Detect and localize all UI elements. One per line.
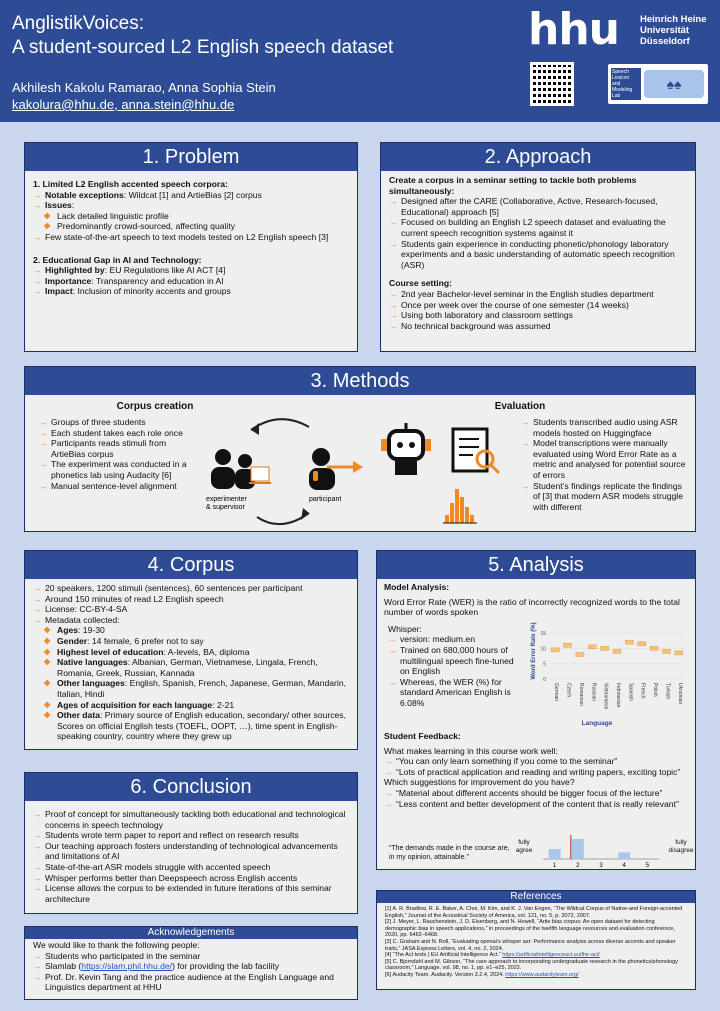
lab-emblem-icon: ♠♠ bbox=[644, 70, 704, 98]
arrow-right-icon bbox=[325, 459, 365, 475]
list-item: → Trained on 680,000 hours of multilingual speech fine-tuned on English bbox=[388, 645, 524, 677]
list-item: → Students wrote term paper to report and reflect on research results bbox=[33, 830, 349, 841]
emails: kakolura@hhu.de, anna.stein@hhu.de bbox=[12, 97, 235, 112]
list-item: → State-of-the-art ASR models struggle with accented speech bbox=[33, 862, 349, 873]
list-item: → 20 speakers, 1200 stimuli (sentences), 60 sentences per participant bbox=[33, 583, 349, 594]
cycle-arrow-bottom bbox=[257, 513, 309, 524]
list-item: → Few state-of-the-art speech to text models tested on L2 English speech [3] bbox=[33, 232, 349, 243]
poster-header bbox=[0, 0, 720, 122]
student-feedback-head: Student Feedback: bbox=[384, 731, 461, 741]
list-item: → Once per week over the course of one semester (14 weeks) bbox=[389, 300, 687, 311]
list-item: → License allows the corpus to be extended in future iterations of this seminar architecture bbox=[33, 883, 349, 904]
list-item: ◆ Other data: Primary source of English education, secondary/ other sources, Scores on official English tests (TOEFL, OOPT, …), time spent in English-speaking country, country where they grew up bbox=[33, 710, 349, 742]
list-item: → Whereas, the WER (%) for standard American English is 6.08% bbox=[388, 677, 524, 709]
problem-title: 1. Problem bbox=[25, 143, 357, 171]
whisper-head: Whisper: bbox=[388, 623, 422, 634]
x-tick-label: Spanish bbox=[627, 683, 634, 702]
x-tick-label: Czech bbox=[565, 683, 572, 698]
bar bbox=[638, 642, 646, 646]
corpus-list bbox=[25, 579, 357, 746]
wer-chart bbox=[527, 617, 691, 727]
approach-content bbox=[381, 171, 695, 335]
lab-logo bbox=[608, 64, 708, 104]
histogram-icon bbox=[443, 489, 477, 523]
list-item: ◆ Native languages: Albanian, German, Vietnamese, Lingala, French, Romania, Greek, Russian, Kannada bbox=[33, 657, 349, 678]
authors: Akhilesh Kakolu Ramarao, Anna Sophia Stein bbox=[12, 80, 276, 95]
x-tick-label: Ukrainian bbox=[676, 683, 683, 705]
list-item: ◆ Other languages: English, Spanish, French, Japanese, German, Mandarin, Italian, Hindi bbox=[33, 678, 349, 699]
experimenter-icon bbox=[211, 449, 255, 489]
x-tick-label: 5 bbox=[645, 863, 650, 869]
bar bbox=[618, 852, 630, 859]
analysis-title: 5. Analysis bbox=[377, 551, 695, 579]
bar bbox=[675, 651, 683, 655]
conclusion-list bbox=[25, 801, 357, 912]
list-item: → Groups of three students bbox=[39, 417, 199, 428]
x-tick-label: German bbox=[553, 683, 560, 702]
poster-title: AnglistikVoices: A student-sourced L2 English speech dataset bbox=[12, 13, 394, 58]
list-item: → version: medium.en bbox=[388, 634, 524, 645]
list-item: → Impact: Inclusion of minority accents and groups bbox=[33, 286, 349, 297]
evaluation-diagram bbox=[375, 419, 515, 529]
x-axis-label: Language bbox=[581, 720, 613, 727]
methods-section bbox=[24, 366, 696, 532]
corpus-section bbox=[24, 550, 358, 750]
email-link-1[interactable]: kakolura@hhu.de bbox=[12, 97, 115, 112]
evaluation-heading: Evaluation bbox=[494, 401, 546, 412]
supervisor-label: & supervisor bbox=[206, 504, 245, 511]
bar bbox=[613, 649, 621, 653]
fully-disagree-label: fully disagree bbox=[668, 839, 694, 854]
list-item: → Around 150 minutes of read L2 English speech bbox=[33, 594, 349, 605]
x-tick-label: Turkish bbox=[664, 683, 671, 700]
x-tick-label: French bbox=[639, 683, 646, 699]
ack-lead: We would like to thank the following people: bbox=[33, 940, 200, 950]
list-item: → “Lots of practical application and reading and writing papers, exciting topic” bbox=[384, 767, 690, 778]
reference-item: [3] C. Graham and N. Roll, “Evaluating openai’s whisper asr: Performance analysis across diverse accents and speaker traits,” JASA Express Letters, vol. 4, no. 2, 2024. bbox=[385, 938, 676, 952]
document-search-icon bbox=[453, 429, 499, 473]
problem-subhead-1: 1. Limited L2 English accented speech corpora: bbox=[33, 179, 228, 189]
bar bbox=[564, 643, 572, 647]
experimenter-label: experimenter bbox=[206, 496, 247, 503]
bar bbox=[551, 648, 559, 652]
approach-lead: Create a corpus in a seminar setting to tackle both problems simultaneously: bbox=[389, 175, 637, 196]
y-tick-label: 5 bbox=[543, 661, 546, 668]
approach-title: 2. Approach bbox=[381, 143, 695, 171]
list-item: → Participants reads stimuli from ArtieBias corpus bbox=[39, 438, 199, 459]
acknowledgements-section bbox=[24, 926, 358, 1000]
bar bbox=[601, 646, 609, 650]
references-section bbox=[376, 890, 696, 990]
list-item: → 2nd year Bachelor-level seminar in the English studies department bbox=[389, 289, 687, 300]
participant-label: participant bbox=[309, 496, 342, 503]
bar bbox=[625, 640, 633, 644]
feedback-block bbox=[384, 731, 690, 809]
bar bbox=[650, 646, 658, 650]
reference-item: [5] C. Bjorndahl and M. Gibson, “The care approach to incorporating undergraduate research in the phonetics/phonology classroom,” Language, vol. 98, no. 1, pp. e1–e25, 2022. bbox=[385, 958, 678, 972]
list-item: → Metadata collected: bbox=[33, 615, 349, 626]
hhu-logo: hhu bbox=[528, 4, 619, 55]
reference-item: [2] J. Meyer, L. Rauchenstein, J. D. Eisenberg, and N. Howell, “Artie bias corpus: An open dataset for detecting demographic bias in speech applications,” in proceedings of the twelfth language resources and evaluation conference, 2020, pp. 6462–6468. bbox=[385, 919, 675, 939]
bar bbox=[662, 649, 670, 653]
x-tick-label: Russian bbox=[590, 683, 597, 702]
wer-definition: Word Error Rate (WER) is the ratio of incorrectly recognized words to the total number of words spoken bbox=[384, 596, 680, 618]
course-setting-head: Course setting: bbox=[389, 278, 453, 289]
y-tick-label: 10 bbox=[540, 646, 546, 653]
list-item: → Issues: bbox=[33, 200, 349, 211]
problem-content bbox=[25, 171, 357, 305]
x-tick-label: Vietnamese bbox=[602, 683, 609, 710]
x-tick-label: 1 bbox=[552, 863, 557, 869]
university-name: Heinrich Heine Universität Düsseldorf bbox=[640, 14, 707, 47]
likert-chart bbox=[537, 831, 665, 869]
evaluation-list bbox=[521, 417, 691, 512]
corpus-title: 4. Corpus bbox=[25, 551, 357, 579]
list-item: → “Less content and better development of the content that is really relevant” bbox=[384, 799, 690, 810]
list-item: → Our teaching approach fosters understanding of technological advancements and limitations of AI bbox=[33, 841, 349, 862]
reference-item: [6] Audacity Team. Audacity. Version 3.2.4, 2024. https://www.audacityteam.org/ bbox=[385, 971, 579, 978]
feedback-question-1: What makes learning in this course work well: bbox=[384, 745, 558, 756]
x-tick-label: Polish bbox=[652, 683, 659, 697]
list-item: → Students who participated in the seminar bbox=[33, 951, 349, 962]
list-item: ◆ Ages: 19-30 bbox=[33, 625, 349, 636]
list-item: ◆ Lack detailed linguistic profile bbox=[33, 211, 349, 222]
list-item: → Importance: Transparency and education in AI bbox=[33, 276, 349, 287]
acknowledgements-title: Acknowledgements bbox=[25, 927, 357, 939]
email-link-2[interactable]: anna.stein@hhu.de bbox=[121, 97, 235, 112]
cycle-arrow-top bbox=[251, 419, 309, 430]
list-item: → Using both laboratory and classroom settings bbox=[389, 310, 687, 321]
list-item: → “You can only learn something if you come to the seminar” bbox=[384, 756, 690, 767]
reference-item: [4] “The Act texts | EU Artificial Intelligence Act.” https://artificialintelligenceact.eu/the-act/ bbox=[385, 952, 600, 959]
list-item: → License: CC-BY-4-SA bbox=[33, 604, 349, 615]
conclusion-section bbox=[24, 772, 358, 914]
x-tick-label: Indonesian bbox=[615, 683, 621, 708]
list-item: ◆ Ages of acquisition for each language: 2-21 bbox=[33, 700, 349, 711]
list-item: → Slamlab (https://slam.phil.hhu.de/) for providing the lab facility bbox=[33, 961, 349, 972]
references-title: References bbox=[377, 891, 695, 903]
list-item: → Whisper performs better than Deepspeech across English accents bbox=[33, 873, 349, 884]
bar bbox=[588, 645, 596, 649]
reference-link[interactable]: https://artificialintelligenceact.eu/the-act/ bbox=[502, 952, 600, 959]
list-item: → Proof of concept for simultaneously tackling both educational and technological concerns in speech technology bbox=[33, 809, 349, 830]
feedback-question-2: Which suggestions for improvement do you have? bbox=[384, 777, 575, 788]
reference-item: [1] A. R. Bradlow, R. E. Baker, A. Choi, M. Kim, and K. J. Van Engen, “The Wildcat Corpus of Native-and Foreign-accented English,” Journal of the Acoustical Society of America, vol. 121, no. 5, p. 3072, 2007. bbox=[385, 906, 683, 919]
slamlab-link[interactable]: https://slam.phil.hhu.de/ bbox=[81, 961, 173, 972]
list-item: → No technical background was assumed bbox=[389, 321, 687, 332]
bar bbox=[572, 839, 584, 859]
x-tick-label: 3 bbox=[599, 863, 603, 869]
list-item: → Prof. Dr. Kevin Tang and the practice audience at the English Language and Linguistics department at HHU bbox=[33, 972, 349, 993]
problem-section bbox=[24, 142, 358, 352]
list-item: → Student’s findings replicate the findings of [3] that modern ASR models struggle with different bbox=[521, 481, 691, 513]
list-item: → Students gain experience in conducting phonetic/phonology laboratory experiments and a basic understanding of automatic speech recognition (ASR) bbox=[389, 239, 687, 271]
model-analysis-head: Model Analysis: bbox=[384, 582, 450, 592]
corpus-creation-list bbox=[39, 417, 199, 491]
list-item: → Focused on building an English L2 speech dataset and evaluating the current speech recognition systems against it bbox=[389, 217, 687, 238]
list-item: → Model transcriptions were manually evaluated using Word Error Rate as a metric and analysed for potential source of errors bbox=[521, 438, 691, 480]
list-item: → The experiment was conducted in a phonetics lab using Audacity [6] bbox=[39, 459, 199, 480]
x-tick-label: 4 bbox=[622, 863, 626, 869]
acknowledgements-content bbox=[25, 939, 357, 994]
bar bbox=[549, 849, 561, 859]
y-axis-label: Word Error Rate (%) bbox=[531, 622, 537, 680]
qr-code-icon[interactable] bbox=[530, 62, 574, 106]
list-item: → Manual sentence-level alignment bbox=[39, 481, 199, 492]
whisper-block bbox=[384, 624, 524, 709]
list-item: → Each student takes each role once bbox=[39, 428, 199, 439]
reference-link[interactable]: https://www.audacityteam.org/ bbox=[505, 971, 579, 978]
laptop-icon bbox=[249, 467, 271, 483]
methods-title: 3. Methods bbox=[25, 367, 695, 395]
list-item: → “Material about different accents should be bigger focus of the lecture” bbox=[384, 788, 690, 799]
problem-subhead-2: 2. Educational Gap in AI and Technology: bbox=[33, 254, 202, 265]
approach-section bbox=[380, 142, 696, 352]
list-item: → Students transcribed audio using ASR models hosted on Huggingface bbox=[521, 417, 691, 438]
list-item: ◆ Highest level of education: A-levels, BA, diploma bbox=[33, 647, 349, 658]
y-tick-label: 0 bbox=[543, 677, 546, 683]
x-tick-label: 2 bbox=[576, 863, 580, 869]
x-tick-label: Romanian bbox=[577, 683, 584, 706]
bar bbox=[576, 652, 584, 656]
conclusion-title: 6. Conclusion bbox=[25, 773, 357, 801]
feedback-quote: “The demands made in the course are, in my opinion, attainable.” bbox=[389, 845, 510, 861]
y-tick-label: 15 bbox=[540, 631, 546, 637]
fully-agree-label: fully agree bbox=[515, 839, 533, 854]
list-item: ◆ Predominantly crowd-sourced, affecting quality bbox=[33, 221, 349, 232]
analysis-section bbox=[376, 550, 696, 870]
lab-name: Speech Lexicon and Modeling Lab bbox=[611, 68, 641, 100]
list-item: → Notable exceptions: Wildcat [1] and ArtieBias [2] corpus bbox=[33, 190, 349, 201]
list-item: ◆ Gender: 14 female, 6 prefer not to say bbox=[33, 636, 349, 647]
robot-icon bbox=[381, 423, 431, 475]
list-item: → Highlighted by: EU Regulations like AI ACT [4] bbox=[33, 265, 349, 276]
references-list bbox=[377, 903, 695, 982]
list-item: → Designed after the CARE (Collaborative, Active, Research-focused, Educational) approach [5] bbox=[389, 196, 687, 217]
corpus-creation-heading: Corpus creation bbox=[116, 401, 194, 412]
